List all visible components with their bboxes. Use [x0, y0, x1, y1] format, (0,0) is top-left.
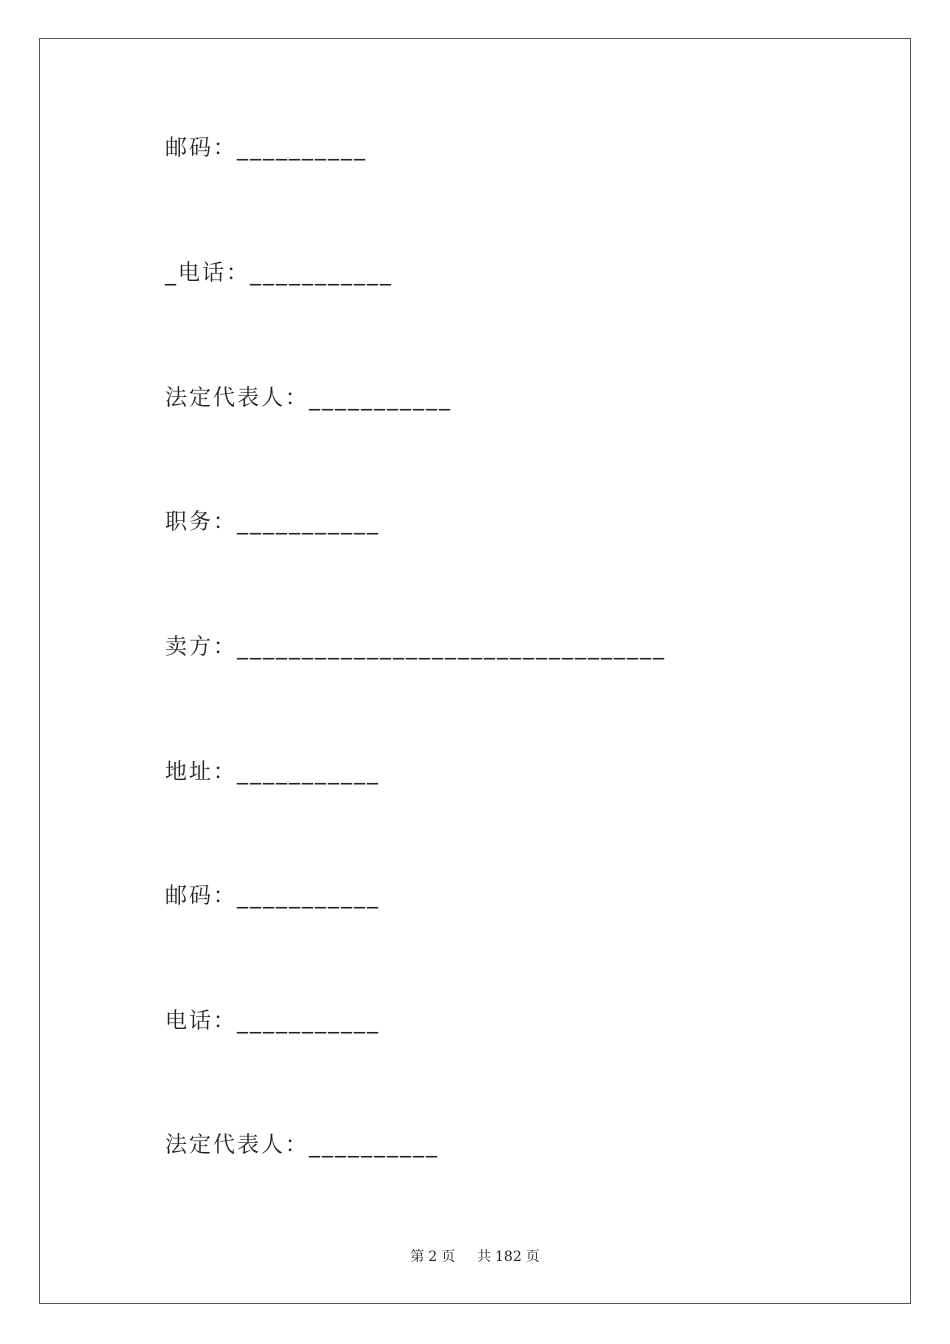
- page-number: 2: [428, 1249, 438, 1265]
- page-label: 第: [410, 1249, 425, 1265]
- buyer-postcode-field: 邮码：__________: [165, 136, 368, 161]
- seller-legal-representative-field: 法定代表人：__________: [165, 1133, 440, 1158]
- seller-phone-field: 电话：___________: [165, 1009, 381, 1034]
- seller-address-field: 地址：___________: [165, 760, 381, 785]
- page-border: [39, 38, 911, 1304]
- page-footer: [0, 1246, 950, 1266]
- page-unit: 页: [441, 1249, 456, 1265]
- buyer-position-field: 职务：___________: [165, 510, 381, 535]
- seller-postcode-field: 邮码：___________: [165, 884, 381, 909]
- seller-field: 卖方：_________________________________: [165, 635, 667, 660]
- buyer-legal-representative-field: 法定代表人：___________: [165, 386, 453, 411]
- total-pages: 182: [495, 1249, 522, 1265]
- total-unit: 页: [525, 1249, 540, 1265]
- total-label: 共: [477, 1249, 491, 1265]
- buyer-phone-field: _电话：___________: [165, 261, 394, 286]
